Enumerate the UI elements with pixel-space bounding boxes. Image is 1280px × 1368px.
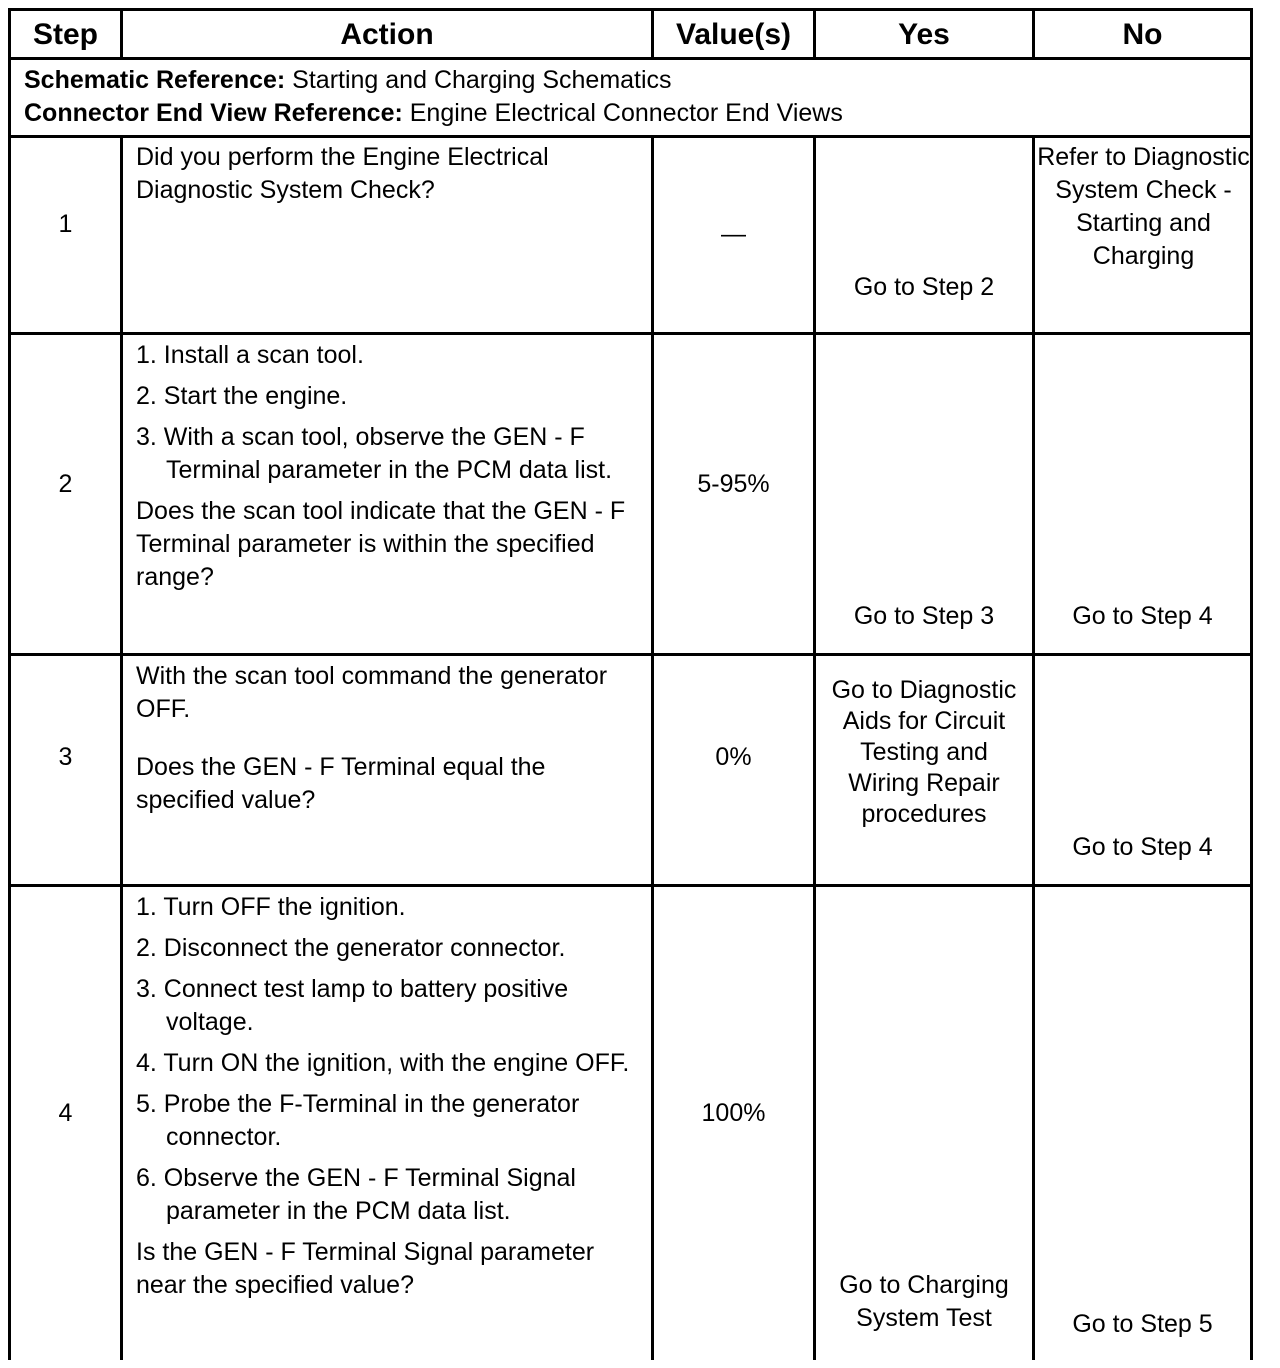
table-row-step-2: [11, 335, 120, 653]
schematic-reference-value: Starting and Charging Schematics: [285, 66, 672, 94]
no-text: Go to Step 4: [1072, 833, 1213, 861]
list-item: 1. Turn OFF the ignition.: [136, 893, 406, 921]
action-text: With the scan tool command the generator OFF.: [136, 662, 608, 723]
list-item: 2. Disconnect the generator connector.: [136, 934, 566, 962]
action-cell: Did you perform the Engine Electrical Diagnostic System Check?: [136, 143, 549, 204]
list-item: 6. Observe the GEN - F Terminal Signal parameter in the PCM data list.: [136, 1164, 576, 1225]
row-divider: [11, 57, 1250, 60]
value-text: 100%: [701, 1099, 766, 1127]
action-steps: [136, 891, 646, 1228]
col-divider: [120, 135, 123, 1360]
row-divider: [11, 135, 1250, 138]
action-cell: [136, 339, 646, 594]
action-question: Does the GEN - F Terminal equal the specified value?: [136, 753, 546, 814]
header-no: No: [1122, 18, 1163, 51]
list-item: 5. Probe the F-Terminal in the generator connector.: [136, 1090, 580, 1151]
yes-text: Go to Step 2: [853, 273, 995, 301]
step-number: 2: [58, 470, 73, 498]
yes-text: Go to Step 3: [853, 602, 995, 630]
value-cell: [654, 138, 813, 332]
step-number: 4: [58, 1099, 73, 1127]
schematic-reference-label: Schematic Reference:: [24, 66, 286, 94]
yes-cell: Go to Diagnostic Aids for Circuit Testing and Wiring Repair procedures: [831, 676, 1017, 828]
connector-reference-label: Connector End View Reference:: [24, 99, 403, 127]
table-row-step-3: [11, 656, 120, 884]
value-cell: [654, 656, 813, 884]
schematic-reference: [24, 64, 1224, 97]
diagnostic-table: [8, 8, 1253, 1360]
header-action: Action: [340, 18, 434, 51]
list-item: 1. Install a scan tool.: [136, 341, 364, 369]
table-row-step-1: [11, 138, 120, 332]
no-cell: [1035, 335, 1250, 653]
action-question: Does the scan tool indicate that the GEN - F Terminal parameter is within the specified range?: [136, 497, 626, 591]
action-steps: [136, 339, 646, 487]
list-item: 2. Start the engine.: [136, 382, 348, 410]
yes-cell: [816, 335, 1032, 653]
yes-cell: [816, 138, 1032, 332]
step-number: 3: [58, 743, 73, 771]
no-cell: [1035, 887, 1250, 1363]
no-cell: Refer to Diagnostic System Check - Starting and Charging: [1037, 143, 1250, 270]
header-yes: Yes: [898, 18, 950, 51]
list-item: 3. With a scan tool, observe the GEN - F Terminal parameter in the PCM data list.: [136, 423, 613, 484]
table-row-step-4: [11, 887, 120, 1363]
value-text: 0%: [715, 743, 752, 771]
value-cell: [654, 335, 813, 653]
no-text: Go to Step 4: [1072, 602, 1213, 630]
yes-cell: Go to Charging System Test: [839, 1271, 1009, 1332]
list-item: 3. Connect test lamp to battery positive voltage.: [136, 975, 569, 1036]
list-item: 4. Turn ON the ignition, with the engine OFF.: [136, 1049, 630, 1077]
action-question: Is the GEN - F Terminal Signal parameter near the specified value?: [136, 1238, 595, 1299]
connector-reference: [24, 97, 1224, 130]
value-text: 5-95%: [697, 470, 770, 498]
no-cell: [1035, 656, 1250, 884]
value-text: —: [721, 220, 746, 248]
step-number: 1: [58, 210, 73, 238]
header-values: Value(s): [675, 18, 792, 51]
no-text: Go to Step 5: [1072, 1310, 1213, 1338]
reference-row: [24, 64, 1224, 130]
connector-reference-value: Engine Electrical Connector End Views: [402, 99, 843, 127]
value-cell: [654, 887, 813, 1363]
action-cell: [136, 660, 636, 817]
action-cell: [136, 891, 646, 1302]
header-step: Step: [32, 18, 98, 51]
